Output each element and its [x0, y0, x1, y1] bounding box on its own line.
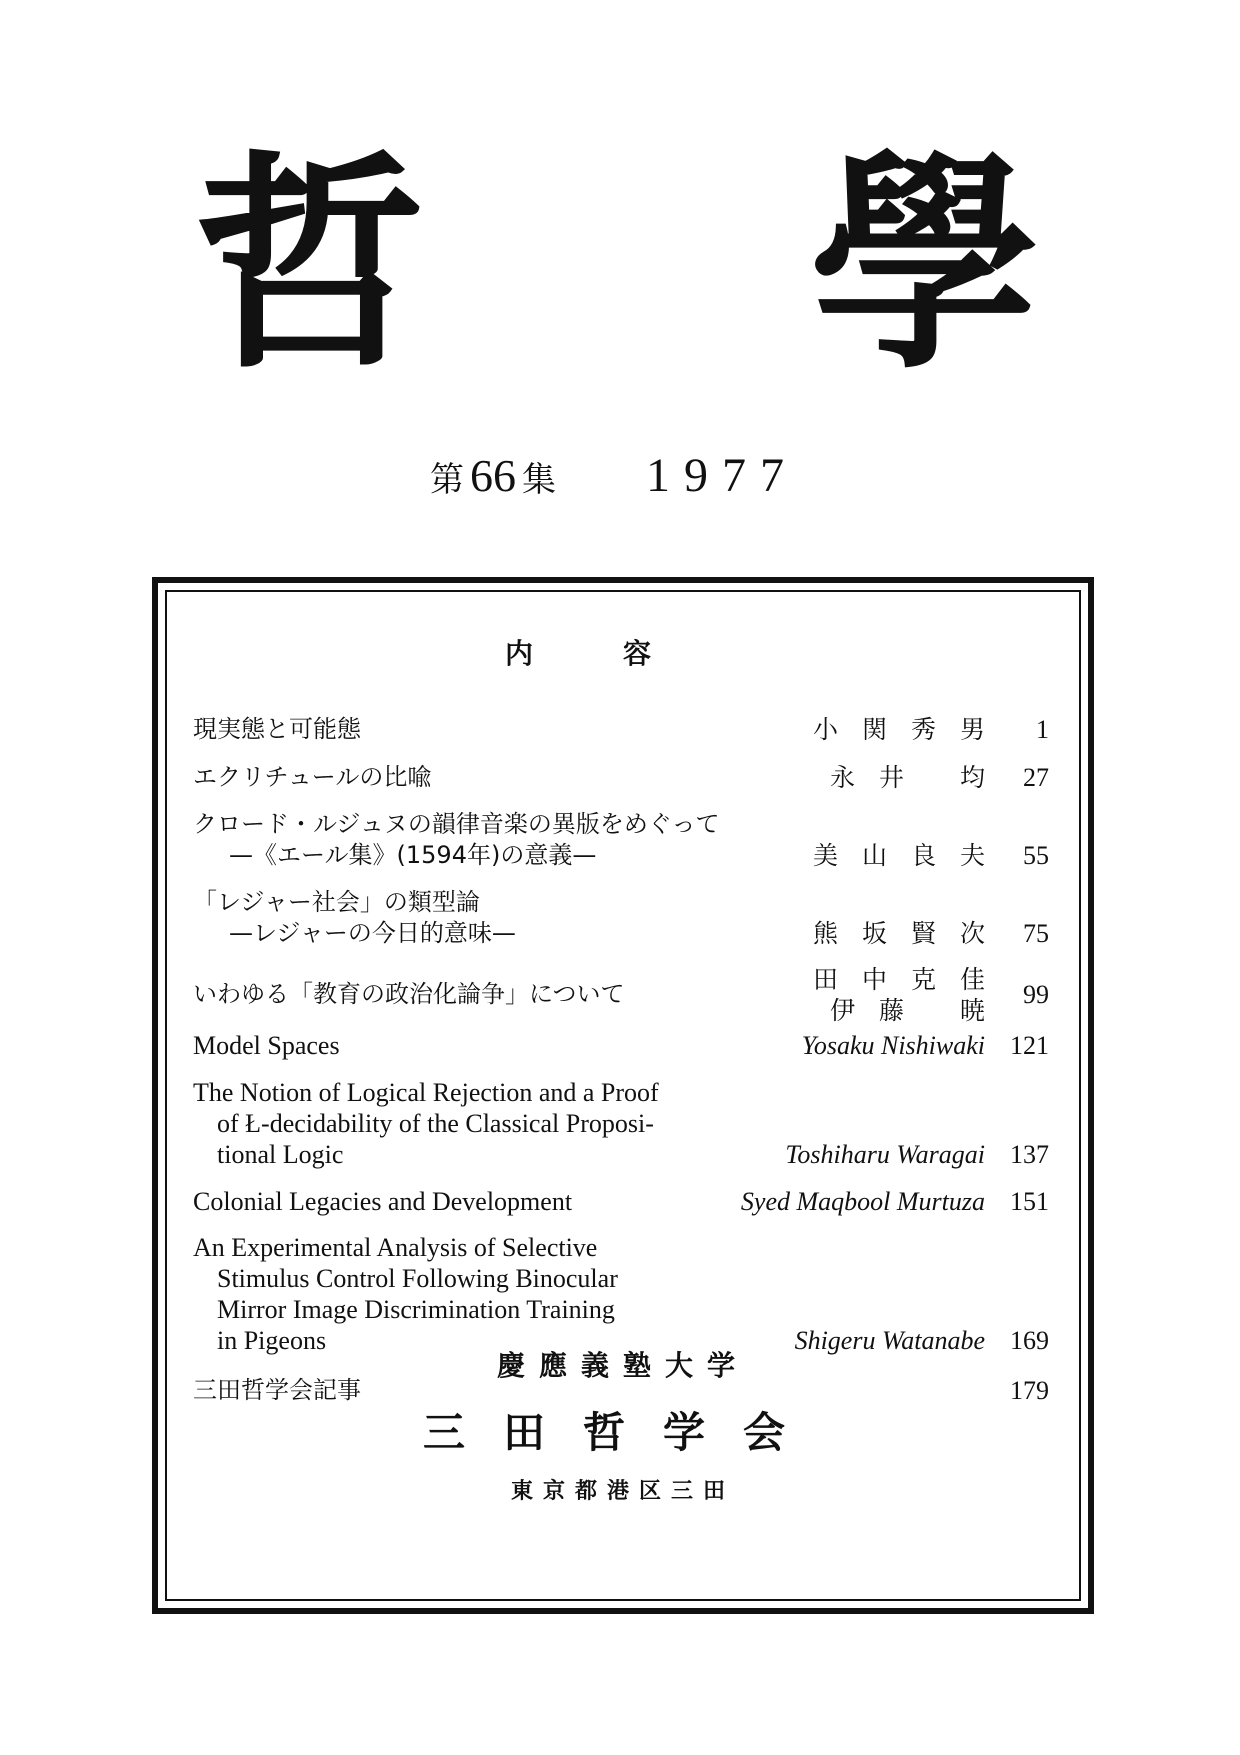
toc-entry-author: 熊坂賢次 [812, 919, 1009, 948]
toc-entry-title: Colonial Legacies and Development [193, 1187, 573, 1216]
issue-prefix: 第 [430, 462, 464, 499]
issue-line [430, 448, 798, 503]
toc-entry-page: 137 [1010, 1140, 1049, 1169]
toc-entry-title: 「レジャー社会」の類型論 —レジャーの今日的意味— [193, 888, 516, 947]
toc-entry-title: Model Spaces [193, 1031, 340, 1060]
toc-entry-page: 121 [1010, 1031, 1049, 1060]
publisher-address: 東京都港区三田 [510, 1479, 735, 1504]
toc-entry-page: 179 [1010, 1376, 1049, 1405]
toc-entry-title: The Notion of Logical Rejection and a Proof of Ł-decidability of the Classical Proposi- tional Logic [193, 1078, 659, 1169]
toc-entry-page: 55 [1023, 841, 1049, 870]
toc-entry-title: いわゆる「教育の政治化論争」について [193, 980, 625, 1008]
toc-entry-title: クロード・ルジュヌの韻律音楽の異版をめぐって —《エール集》(1594年)の意義— [193, 810, 720, 869]
issue-year: 1977 [646, 449, 798, 502]
journal-title-char-1: 哲 [195, 130, 426, 400]
toc-entry-author: Shigeru Watanabe [794, 1326, 985, 1355]
toc-entry-title: 現実態と可能態 [193, 715, 361, 743]
toc-entry-author: Toshiharu Waragai [785, 1140, 985, 1169]
toc-entry-title: エクリチュールの比喩 [193, 763, 432, 791]
toc-entry-author: 小関秀男 [812, 715, 1009, 744]
issue-number: 66 [470, 450, 516, 501]
contents-heading: 内容 [504, 637, 741, 670]
publisher-society: 三田哲学会 [422, 1408, 823, 1457]
toc-entry-author: Syed Maqbool Murtuza [740, 1187, 985, 1216]
toc-entry-author: 美山良夫 [812, 841, 1009, 870]
journal-title-char-2: 學 [810, 130, 1041, 400]
toc-entry-author [813, 964, 1009, 1026]
toc-entry-author: Yosaku Nishiwaki [801, 1031, 985, 1060]
issue-suffix: 集 [522, 462, 556, 499]
toc-entry-author-2: 伊藤 暁 [830, 996, 1009, 1025]
toc-entry-page: 151 [1010, 1187, 1049, 1216]
toc-entry-title: 三田哲学会記事 [193, 1376, 361, 1404]
toc-entry-title: An Experimental Analysis of Selective Stimulus Control Following Binocular Mirror Image Discrimination Training in Pigeons [193, 1233, 618, 1355]
toc-entry-author-1: 田中克佳 [812, 965, 1009, 994]
toc-entry-author: 永井 均 [830, 763, 1009, 792]
toc-entry-page: 75 [1023, 919, 1049, 948]
toc-entry-page: 1 [1036, 715, 1049, 744]
toc-entry-page: 169 [1010, 1326, 1049, 1355]
contents-frame [152, 577, 1094, 1614]
toc-entry-page: 99 [1023, 980, 1049, 1009]
toc-entry-page: 27 [1023, 763, 1049, 792]
publisher-university: 慶應義塾大学 [496, 1349, 749, 1382]
contents-inner-frame [165, 590, 1081, 1601]
